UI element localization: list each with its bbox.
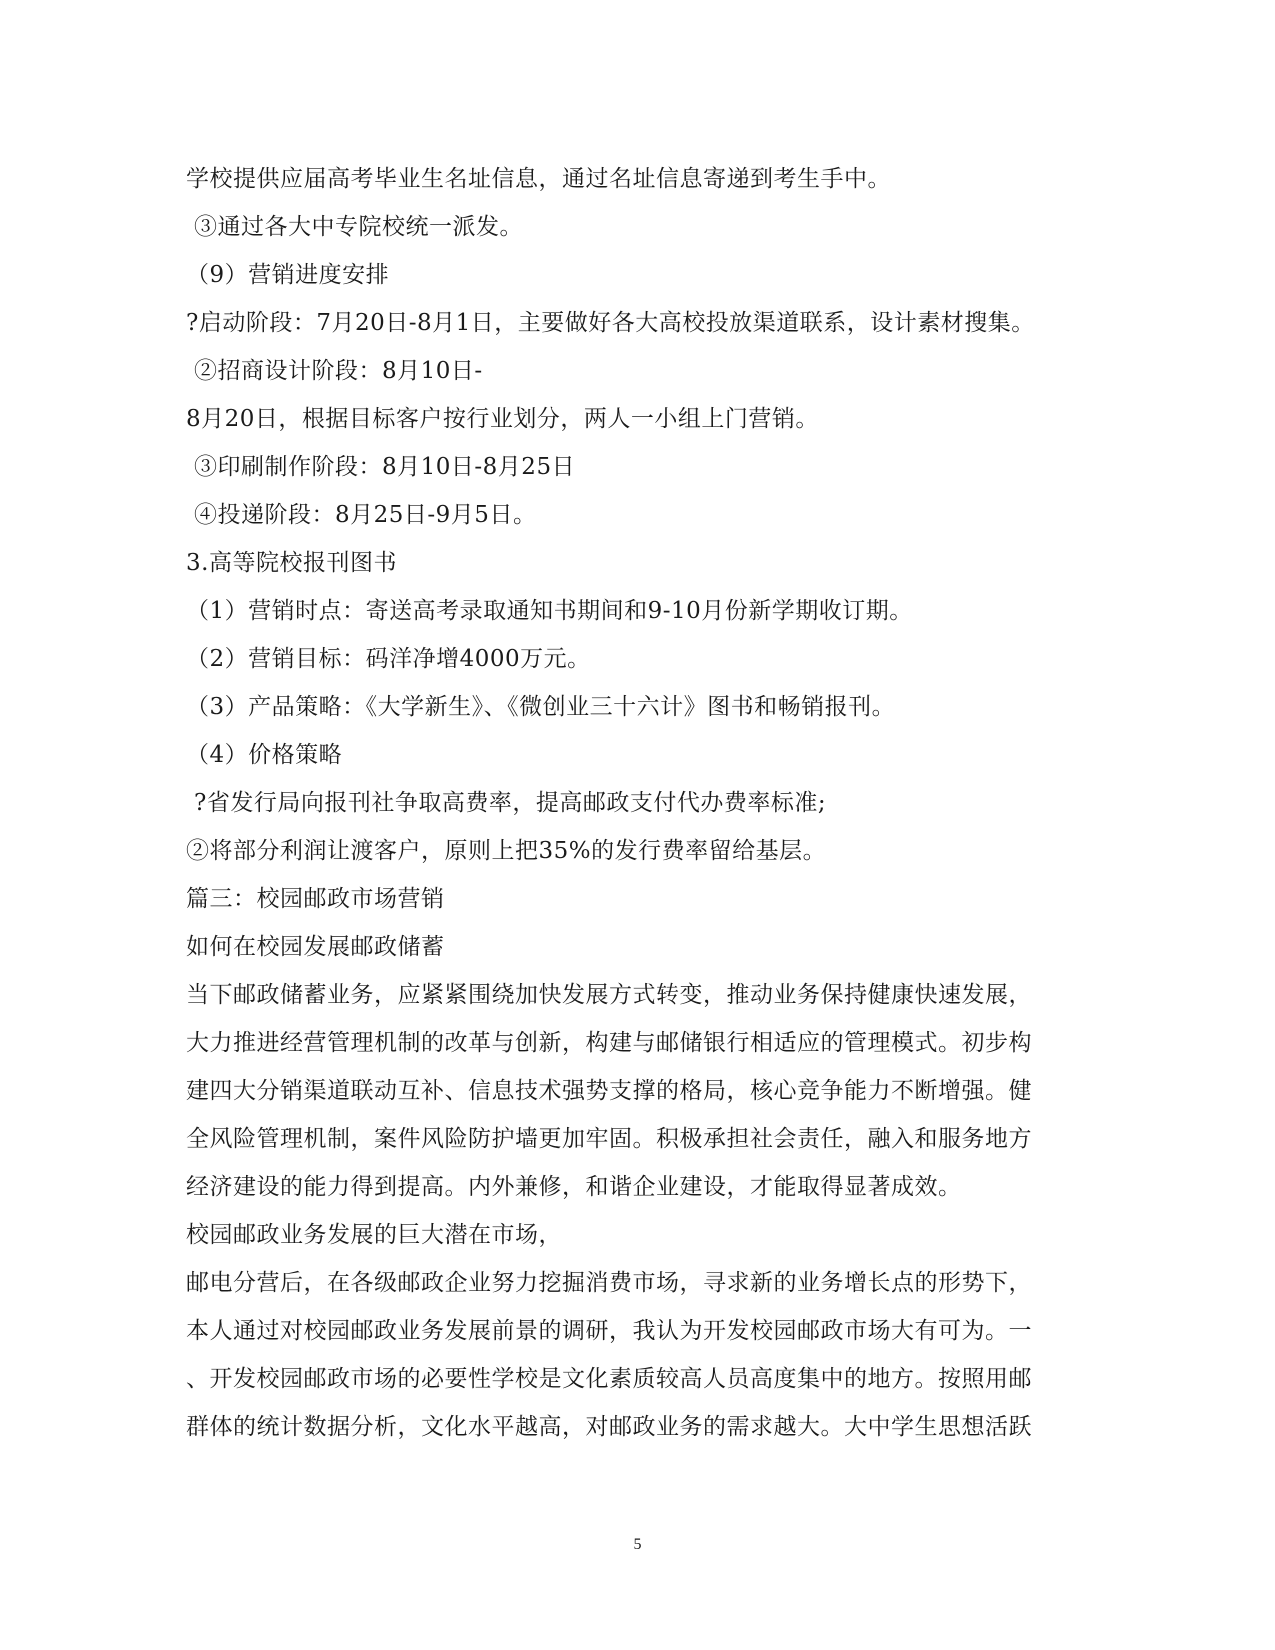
text-line: 建四大分销渠道联动互补、信息技术强势支撑的格局，核心竞争能力不断增强。健 [186,1078,1032,1104]
section-heading: 3.高等院校报刊图书 [186,550,397,576]
text-line: 校园邮政业务发展的巨大潜在市场， [186,1222,562,1248]
text-line: ④投递阶段：8月25日-9月5日。 [194,502,537,528]
body-text [186,155,1086,1451]
text-line: 本人通过对校园邮政业务发展前景的调研，我认为开发校园邮政市场大有可为。一 [186,1318,1032,1344]
text-line: 、开发校园邮政市场的必要性学校是文化素质较高人员高度集中的地方。按照用邮 [186,1366,1032,1392]
text-line: 8月20日，根据目标客户按行业划分，两人一小组上门营销。 [186,406,819,432]
text-line: 学校提供应届高考毕业生名址信息，通过名址信息寄递到考生手中。 [186,166,891,192]
text-line: ②将部分利润让渡客户，原则上把35%的发行费率留给基层。 [186,838,827,864]
chapter-heading: 篇三：校园邮政市场营销 [186,886,445,912]
text-line: ?省发行局向报刊社争取高费率，提高邮政支付代办费率标准; [194,790,827,816]
text-line: 经济建设的能力得到提高。内外兼修，和谐企业建设，才能取得显著成效。 [186,1174,962,1200]
text-line: （4）价格策略 [186,742,343,768]
text-line: ?启动阶段：7月20日-8月1日，主要做好各大高校投放渠道联系，设计素材搜集。 [186,310,1035,336]
text-line: ③印刷制作阶段：8月10日-8月25日 [194,454,576,480]
text-line: 全风险管理机制，案件风险防护墙更加牢固。积极承担社会责任，融入和服务地方 [186,1126,1032,1152]
page-number: 5 [633,1536,642,1553]
text-line: ③通过各大中专院校统一派发。 [194,214,523,240]
text-line: 邮电分营后，在各级邮政企业努力挖掘消费市场，寻求新的业务增长点的形势下， [186,1270,1032,1296]
text-line: （2）营销目标：码洋净增4000万元。 [186,646,591,672]
text-line: （9）营销进度安排 [186,262,390,288]
text-line: （3）产品策略：《大学新生》、《微创业三十六计》图书和畅销报刊。 [186,694,896,720]
article-title: 如何在校园发展邮政储蓄 [186,934,445,960]
text-line: （1）营销时点：寄送高考录取通知书期间和9-10月份新学期收订期。 [186,598,913,624]
text-line: 群体的统计数据分析，文化水平越高，对邮政业务的需求越大。大中学生思想活跃 [186,1414,1032,1440]
text-line: 当下邮政储蓄业务，应紧紧围绕加快发展方式转变，推动业务保持健康快速发展， [186,982,1032,1008]
text-line: ②招商设计阶段：8月10日- [194,358,483,384]
text-line: 大力推进经营管理机制的改革与创新，构建与邮储银行相适应的管理模式。初步构 [186,1030,1032,1056]
